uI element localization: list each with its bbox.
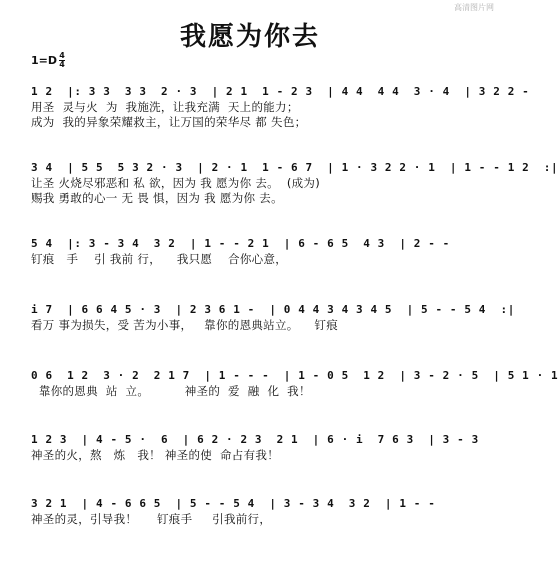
time-bottom: 4 — [59, 60, 65, 69]
notation-line: 1 2 3 | 4 - 5 · 6 | 6 2 · 2 3 2 1 | 6 · i 7 6 3 | 3 - 3 — [31, 433, 479, 446]
score-row — [31, 160, 558, 206]
score-row — [31, 84, 530, 130]
notation-line: i 7 | 6 6 4 5 · 3 | 2 3 6 1 - | 0 4 4 3 4 3 4 5 | 5 - - 5 4 :| — [31, 303, 515, 316]
score-row — [31, 236, 476, 267]
notation-line: 5 4 |: 3 - 3 4 3 2 | 1 - - 2 1 | 6 - 6 5 4 3 | 2 - - — [31, 237, 450, 250]
lyric-line: 让圣 火烧尽邪恶和 私 欲，因为 我 愿为你 去。 (成为) — [31, 176, 321, 190]
lyric-line: 神圣的灵，引导我！ 钉痕手 引我前行， — [31, 512, 272, 526]
watermark: 高清图片网 — [454, 3, 494, 12]
lyric-line: 看万 事为损失，受 苦为小事， 靠你的恩典站立。 钉痕 — [31, 318, 338, 332]
notation-line: 3 2 1 | 4 - 6 6 5 | 5 - - 5 4 | 3 - 3 4 3 2 | 1 - - — [31, 497, 436, 510]
lyric-line: 成为 我的异象荣耀救主，让万国的荣华尽 都 失色； — [31, 115, 307, 129]
notation-line: 0 6 1 2 3 · 2 2 1 7 | 1 - - - | 1 - 0 5 1 2 | 3 - 2 · 5 | 5 1 · 1 — [31, 369, 558, 382]
lyric-line: 钉痕 手 引 我前 行， 我只愿 合你心意， — [31, 252, 288, 266]
score-row — [31, 302, 515, 333]
score-row — [31, 432, 479, 463]
key-signature — [31, 52, 65, 69]
lyric-line: 赐我 勇敢的心一 无 畏 惧，因为 我 愿为你 去。 — [31, 191, 283, 205]
song-title: 我愿为你去 — [179, 22, 320, 52]
time-top: 4 — [59, 51, 65, 60]
lyric-line: 靠你的恩典 站 立。 神圣的 爱 融 化 我！ — [31, 384, 311, 398]
lyric-line: 用圣 灵与火 为 我施洗，让我充满 天上的能力； — [31, 100, 299, 114]
score-row — [31, 496, 476, 527]
time-signature — [59, 52, 65, 69]
lyric-line: 神圣的火，熬 炼 我！ 神圣的使 命占有我！ — [31, 448, 279, 462]
key-label: 1=D — [31, 54, 58, 67]
notation-line: 3 4 | 5 5 5 3 2 · 3 | 2 · 1 1 - 6 7 | 1 · 3 2 2 · 1 | 1 - - 1 2 :| — [31, 161, 558, 174]
notation-line: 1 2 |: 3 3 3 3 2 · 3 | 2 1 1 - 2 3 | 4 4 4 4 3 · 4 | 3 2 2 - — [31, 85, 530, 98]
score-row — [31, 368, 558, 399]
